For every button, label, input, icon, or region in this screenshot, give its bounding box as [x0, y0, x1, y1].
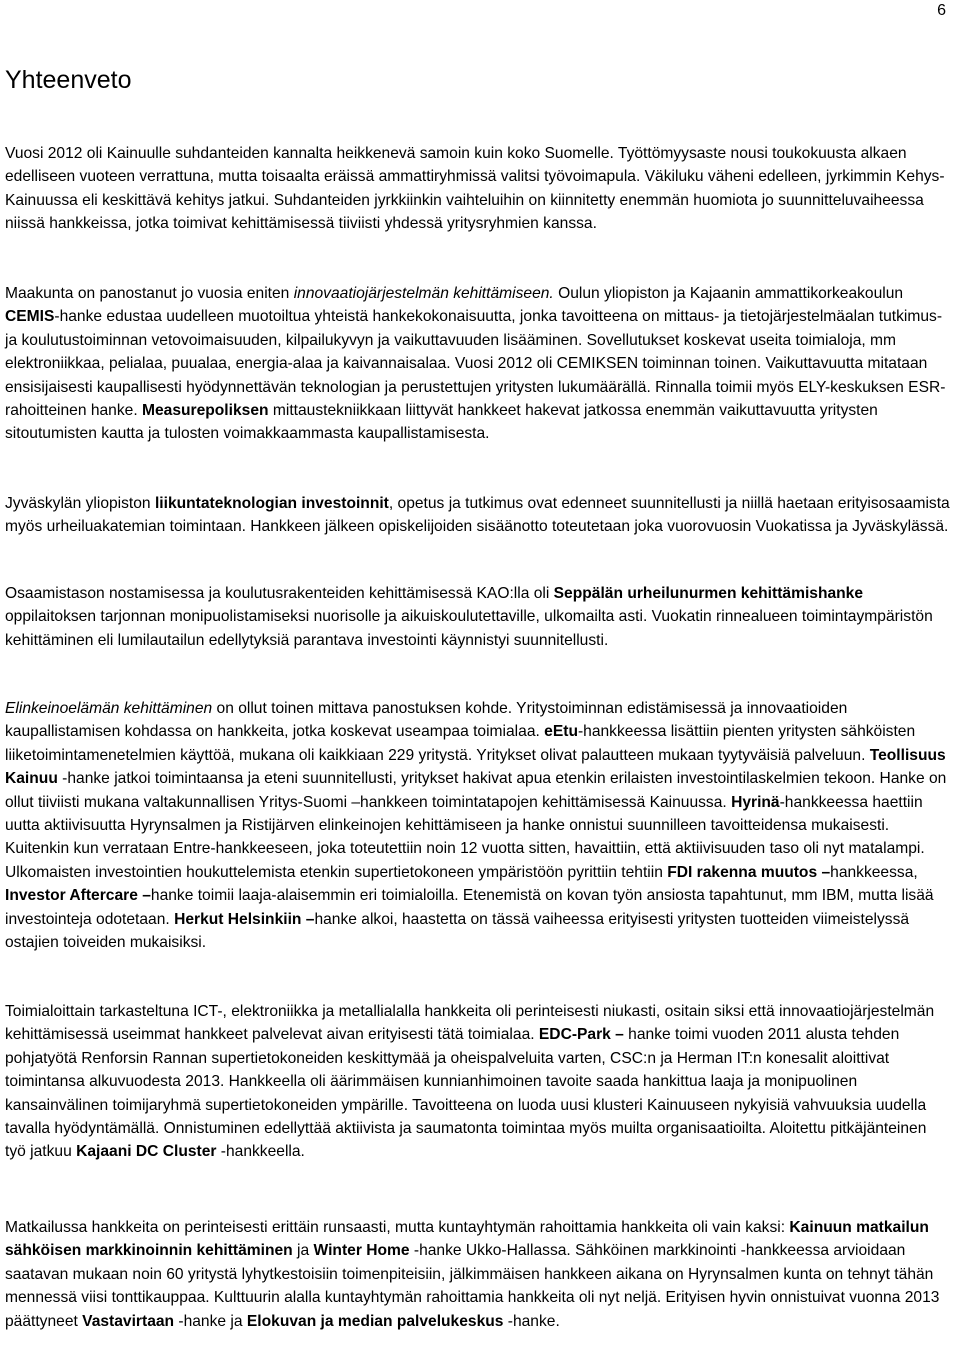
text-run: Toimialoittain tarkasteltuna ICT-, elektroniikka ja metallialalla hankkeita oli perinteisesti niukasti, ositain siksi että innovaatiojärjestelmän kehittämisessä useimmat hankkeet palvelevat aivan erityisesti tätä toimialaa.	[5, 1003, 935, 1044]
text-run: mittaustekniikkaan liittyvät hankkeet hakevat jatkossa enemmän vaikuttavuutta yritysten sitoutumisten kautta ja tulosten voimakkaammasta kaupallistamisesta.	[5, 402, 878, 443]
text-run: -hanke ja	[174, 1312, 247, 1330]
paragraph	[5, 142, 950, 236]
text-run: Oulun yliopiston ja Kajaanin ammattikorkeakoulun	[553, 285, 904, 302]
text-run: hanke toimi vuoden 2011 alusta tehden pohjatyötä Renforsin Rannan supertietokoneiden keskittymää ja oheispalveluita varten, CSC:n ja Herman IT:n konesalit aloittivat toimintansa alkuvuodesta 2013. Hankkeella oli äärimmäisen kunnianhimoinen tavoite saada hankittua laaja ja monipuolinen kansainvälinen toimijaryhmä supertietokoneiden ympärille. Tavoitteena on luoda uusi klusteri Kainuuseen nykyisiä vahvuuksia uudella tavalla hyödyntämällä. Onnistuminen edellyttää aktiivista ja saumatonta toimintaa myös muilta organisaatioilta. Aloitettu pitkäjänteinen työ jatkuu	[5, 1026, 927, 1161]
text-run: ja	[292, 1242, 314, 1260]
bold-text: Kajaani DC Cluster	[76, 1143, 217, 1161]
page-number: 6	[937, 2, 946, 19]
italic-text: Elinkeinoelämän kehittäminen	[5, 700, 213, 717]
text-run: -hanke jatkoi toimintaansa ja eteni suunnitellusti, yritykset hakivat apua etenkin erilaisten investointilaskelmien tekoon. Hanke on ollut tiiviisti mukana valtakunnallisen Yritys-Suomi –hankkeen toimintatapojen kehittämisessä Kainuussa.	[5, 770, 947, 811]
bold-text: Hyrinä	[731, 793, 780, 811]
bold-text: Vastavirtaan	[82, 1312, 175, 1330]
paragraph	[5, 282, 950, 446]
text-run: oppilaitoksen tarjonnan monipuolistamiseksi nuorisolle ja aikuiskoulutettaville, ulkomailta asti. Vuokatin rinnealueen toimintaympäristön kehittäminen eli lumilautailun edellytyksiä parantava investointi käynnistyi suunnitellusti.	[5, 608, 933, 649]
bold-text: Kainuun matkailun sähköisen markkinoinnin kehittäminen	[5, 1219, 929, 1260]
text-run: Vuosi 2012 oli Kainuulle suhdanteiden kannalta heikkenevä samoin kuin koko Suomelle. Työttömyysaste nousi toukokuusta alkaen edelliseen vuoteen verrattuna, mutta toisaalta eräissä ammattiryhmissä valitsi työvoimapula. Väkiluku väheni edelleen, jyrkimmin Kehys-Kainuussa eli keskittävä kehitys jatkui. Suhdanteiden jyrkkiinkin vaihteluihin on kiinnitetty enemmän huomiota jo suunnitteluvaiheessa niissä hankkeissa, jotka toimivat kehittämisessä tiiviisti yhdessä yritysryhmien kanssa.	[5, 145, 945, 233]
text-run: -hankkeessa lisättiin pienten yritysten sähköisten liiketoimintamenetelmien käyttöä, mukana oli kaikkiaan 229 yritystä. Yritykset olivat palautteen mukaan tyytyväisiä palveluun.	[5, 723, 916, 764]
bold-text: CEMIS	[5, 308, 55, 326]
text-run: , opetus ja tutkimus ovat edenneet suunnitellusti ja niillä haetaan erityisosaamista myös urheiluakatemian toimintaan. Hankkeen jälkeen opiskelijoiden sisäänotto toteutetaan joka vuorovuosin Vuokatissa ja Jyväskylässä.	[5, 495, 950, 536]
bold-text: FDI rakenna muutos –	[667, 863, 831, 881]
paragraph	[5, 697, 950, 954]
bold-text: Teollisuus Kainuu	[5, 746, 946, 788]
paragraph	[5, 1000, 950, 1164]
bold-text: Elokuvan ja median palvelukeskus	[246, 1312, 504, 1330]
text-run: Maakunta on panostanut jo vuosia eniten	[5, 285, 294, 302]
paragraph	[5, 1216, 950, 1333]
text-run: hanke alkoi, haastetta on tässä vaiheessa erityisesti yritysten tuotteiden viimeistelyssä ostajien toiveiden mukaisiksi.	[5, 910, 910, 952]
bold-text: liikuntateknologian investoinnit	[154, 495, 389, 512]
bold-text: EDC-Park –	[538, 1026, 624, 1044]
bold-text: eEtu	[544, 723, 578, 741]
page-title: Yhteenveto	[5, 66, 132, 94]
text-run: Matkailussa hankkeita on perinteisesti erittäin runsaasti, mutta kuntayhtymän rahoittamia hankkeita oli vain kaksi:	[5, 1219, 790, 1236]
text-run: hankkeessa,	[830, 863, 918, 881]
text-run: -hanke Ukko-Hallassa. Sähköinen markkinointi -hankkeessa arvioidaan saatavan mukaan noin 60 yritystä lyhytkestoisiin toimenpiteisiin, jälkimmäisen hankkeen aikana on Hyrynsalmen kunta on tehnyt tähän mennessä viisi tonttikauppaa. Kulttuurin alalla kuntayhtymän rahoittamia hankkeita oli nyt neljä. Erityisen hyvin onnistuivat vuonna 2013 päättyneet	[5, 1242, 940, 1330]
text-run: Jyväskylän yliopiston	[5, 495, 155, 512]
bold-text: Measurepoliksen	[141, 402, 269, 420]
text-run: hanke toimii laaja-alaisemmin eri toimialoilla. Etenemistä on kovan työn ansiosta tapahtunut, mm IBM, mutta lisää investointeja odotetaan.	[5, 887, 934, 928]
bold-text: Seppälän urheilunurmen kehittämishanke	[553, 585, 864, 602]
paragraph	[5, 582, 950, 652]
paragraph	[5, 492, 950, 539]
text-run: Osaamistason nostamisessa ja koulutusrakenteiden kehittämisessä KAO:lla oli	[5, 585, 554, 602]
bold-text: Winter Home	[313, 1242, 410, 1260]
bold-text: Investor Aftercare –	[5, 887, 151, 905]
italic-text: innovaatiojärjestelmän kehittämiseen.	[293, 285, 554, 302]
bold-text: Herkut Helsinkiin –	[174, 910, 315, 928]
text-run: -hanke edustaa uudelleen muotoiltua yhteistä hankekokonaisuutta, jonka tavoitteena on mittaus- ja tietojärjestelmäalan tutkimus- ja koulutustoiminnan vetovoimaisuuden, kilpailukyvyn ja vaikuttavuuden lisääminen. Sovellutukset koskevat useita toimialoja, mm elektroniikkaa, pelialaa, puualaa, energia-alaa ja kaivannaisalaa. Vuosi 2012 oli CEMIKSEN toiminnan toinen. Vaikuttavuutta mitataan ensisijaisesti kaupallisesti hyödynnettävän teknologian ja perustettujen yritysten lukumäärällä. Rinnalla toimii myös ELY-keskuksen ESR-rahoitteinen hanke.	[5, 308, 946, 420]
text-run: -hanke.	[503, 1312, 560, 1330]
text-run: -hankkeella.	[216, 1143, 305, 1161]
text-run: on ollut toinen mittava panostuksen kohde. Yritystoiminnan edistämisessä ja innovaatioiden kaupallistamisen kohdassa on hankkeita, jotka koskevat useampaa toimialaa.	[5, 700, 848, 741]
text-run: -hankkeessa haettiin uutta aktiivisuutta Hyrynsalmen ja Ristijärven elinkeinojen kehittämiseen ja hanke onnistui suunnilleen tavoitteidensa mukaisesti. Kuitenkin kun verrataan Entre-hankkeeseen, joka toteutettiin noin 12 vuotta sitten, havaittiin, että aktiivisuuden taso oli nyt matalampi. Ulkomaisten investointien houkuttelemista etenkin supertietokoneen ympäristöön pyrittiin tehtiin	[5, 793, 925, 881]
